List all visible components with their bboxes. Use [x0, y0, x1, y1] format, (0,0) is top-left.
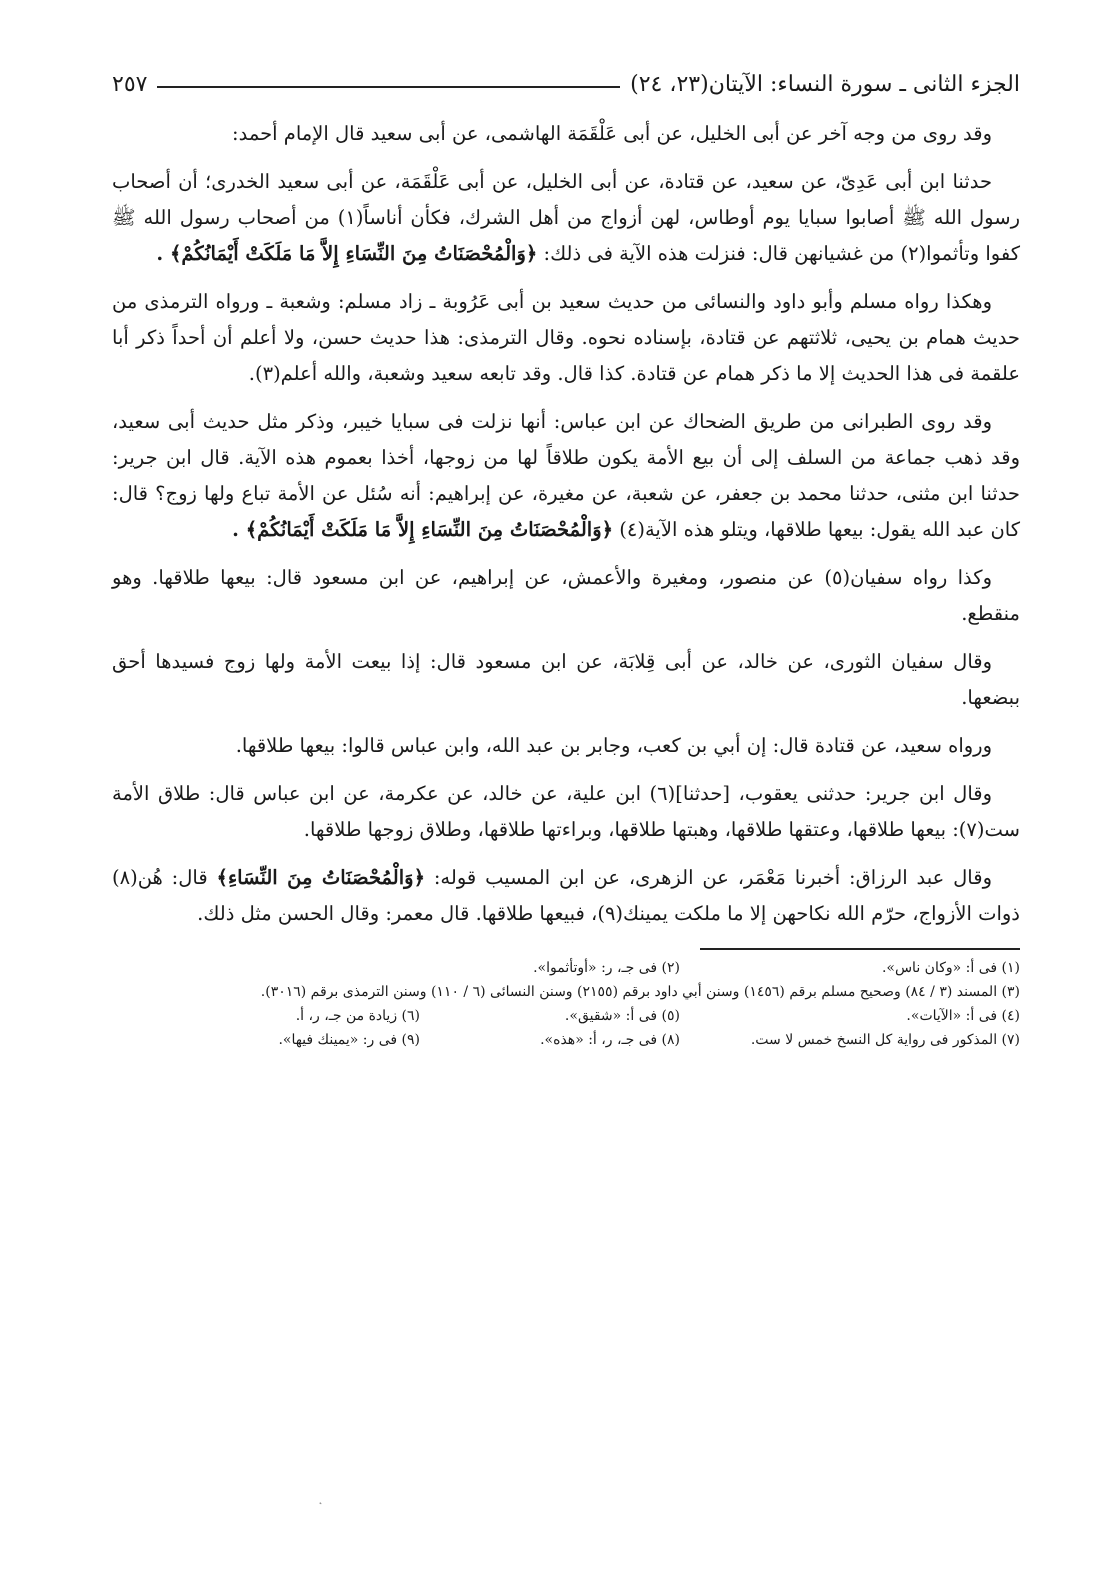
footnote-8: (٨) فى جـ، ر، أ: «هذه».	[540, 1032, 680, 1048]
paragraph-2-text: حدثنا ابن أبى عَدِىّ، عن سعيد، عن قتادة، عن أبى الخليل، عن أبى عَلْقَمَة، عن أبى سعيد الخدرى؛ أن أصحاب رسول الله ﷺ أصابوا سبايا يوم أوطاس، لهن أزواج من أهل الشرك، فكأن أناساً(١) من أصحاب رسول الله ﷺ كفوا وتأثموا(٢) من غشيانهن قال: فنزلت هذه الآية فى ذلك:	[112, 170, 1020, 265]
footnote-4: (٤) فى أ: «الآيات».	[906, 1008, 1020, 1024]
quran-verse-2: ﴿وَالْمُحْصَنَاتُ مِنَ النِّسَاءِ إِلاَّ مَا مَلَكَتْ أَيْمَانُكُمْ﴾ .	[232, 518, 614, 541]
paragraph-9-continuation: قال: هُن(٨) ذوات الأزواج، حرّم الله نكاحهن إلا ما ملكت يمينك(٩)، فبيعها طلاقها. قال معمر: وقال الحسن مثل ذلك.	[112, 866, 1020, 925]
page	[112, 62, 1020, 1052]
footnote-7: (٧) المذكور فى رواية كل النسخ خمس لا ست.	[750, 1032, 1020, 1048]
paragraph-4	[112, 404, 1020, 548]
footnote-separator	[700, 948, 1020, 950]
header-rule	[157, 86, 620, 88]
footnote-1: (١) فى أ: «وكان ناس».	[881, 960, 1020, 976]
quran-verse-3: ﴿وَالْمُحْصَنَاتُ مِنَ النِّسَاءِ﴾	[216, 866, 426, 889]
paragraph-9	[112, 860, 1020, 932]
paragraph-4-text: وقد روى الطبرانى من طريق الضحاك عن ابن عباس: أنها نزلت فى سبايا خيبر، وذكر مثل حديث أبى سعيد، وقد ذهب جماعة من السلف إلى أن بيع الأمة يكون طلاقاً لها من زوجها، أخذا بعموم هذه الآية. قال ابن جرير: حدثنا ابن مثنى، حدثنا محمد بن جعفر، عن شعبة، عن مغيرة، عن إبراهيم: أنه سُئل عن الأمة تباع ولها زوج؟ قال: كان عبد الله يقول: بيعها طلاقها، ويتلو هذه الآية(٤)	[112, 410, 1020, 541]
paragraph-3: وهكذا رواه مسلم وأبو داود والنسائى من حديث سعيد بن أبى عَرُوبة ـ زاد مسلم: وشعبة ـ ورواه الترمذى من حديث همام بن يحيى، ثلاثتهم عن قتادة، بإسناده نحوه. وقال الترمذى: هذا حديث حسن، ولا أعلم أن أحداً ذكر أبا علقمة فى هذا الحديث إلا ما ذكر همام عن قتادة. كذا قال. وقد تابعه سعيد وشعبة، والله أعلم(٣).	[112, 290, 1020, 385]
scan-speck: ˛	[318, 1494, 323, 1505]
footnote-6: (٦) زيادة من جـ، ر، أ.	[295, 1008, 420, 1024]
header-title: الجزء الثانى ـ سورة النساء: الآيتان(٢٣، ٢٤)	[630, 71, 1020, 97]
paragraph-2	[112, 164, 1020, 272]
quran-verse-1: ﴿وَالْمُحْصَنَاتُ مِنَ النِّسَاءِ إِلاَّ مَا مَلَكَتْ أَيْمَانُكُمْ﴾ .	[156, 242, 538, 265]
footnote-row-4	[112, 1028, 1020, 1052]
paragraph-9-text: وقال عبد الرزاق: أخبرنا مَعْمَر، عن الزهرى، عن ابن المسيب قوله:	[433, 866, 992, 889]
footnote-2: (٢) فى جـ، ر: «أوتأثموا».	[533, 960, 680, 976]
footnote-row-1	[112, 956, 1020, 980]
paragraph-7: ورواه سعيد، عن قتادة قال: إن أبي بن كعب، وجابر بن عبد الله، وابن عباس قالوا: بيعها طلاقها.	[235, 734, 992, 757]
paragraph-6: وقال سفيان الثورى، عن خالد، عن أبى قِلابَة، عن ابن مسعود قال: إذا بيعت الأمة ولها زوج فسيدها أحق ببضعها.	[112, 650, 1020, 709]
footnote-5: (٥) فى أ: «شقيق».	[564, 1008, 680, 1024]
footnotes	[112, 956, 1020, 1052]
footnote-3: (٣) المسند (٣ / ٨٤) وصحيح مسلم برقم (١٤٥٦) وسنن أبي داود برقم (٢١٥٥) وسنن النسائى (٦ / ١١٠) وسنن الترمذى برقم (٣٠١٦).	[260, 984, 1020, 1000]
footnote-row-3	[112, 1004, 1020, 1028]
paragraph-8: وقال ابن جرير: حدثنى يعقوب، [حدثنا](٦) ابن علية، عن خالد، عن عكرمة، عن ابن عباس قال: طلاق الأمة ست(٧): بيعها طلاقها، وعتقها طلاقها، وهبتها طلاقها، وبراءتها طلاقها، وطلاق زوجها طلاقها.	[112, 782, 1020, 841]
paragraph-5: وكذا رواه سفيان(٥) عن منصور، ومغيرة والأعمش، عن إبراهيم، عن ابن مسعود قال: بيعها طلاقها. وهو منقطع.	[112, 566, 1020, 625]
running-header	[112, 62, 1020, 106]
page-number: ٢٥٧	[112, 71, 148, 97]
paragraph-1: وقد روى من وجه آخر عن أبى الخليل، عن أبى عَلْقَمَة الهاشمى، عن أبى سعيد قال الإمام أحمد:	[232, 122, 992, 145]
footnote-9: (٩) فى ر: «يمينك فيها».	[278, 1032, 420, 1048]
